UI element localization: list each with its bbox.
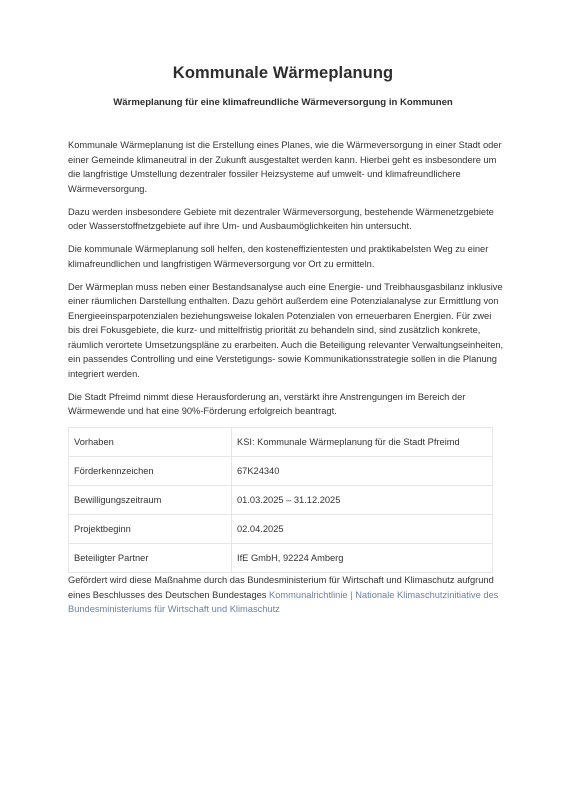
page-title: Kommunale Wärmeplanung [172,64,394,82]
paragraph-pfreimd: Die Stadt Pfreimd nimmt diese Herausforderung an, verstärkt ihre Anstrengungen im Bereich der Wärmewende und hat eine 90%-Förderung erfolgreich beantragt. [68,391,466,416]
page-subtitle: Wärmeplanung für eine klimafreundliche Wärmeversorgung in Kommunen [113,97,453,108]
paragraph-intro: Kommunale Wärmeplanung ist die Erstellung eines Planes, wie die Wärmeversorgung in einer Stadt oder einer Gemeinde klimaneutral in der Zukunft ausgestaltet werden kann. Hierbei geht es insbesondere um die langfristige Umstellung dezentraler fossiler Heizsysteme auf umwelt- und klimafreundlichere Wärmeversorgung. [68,140,502,194]
project-info-table [68,427,493,573]
table-key: Projektbeginn [69,515,232,544]
table-row [69,428,493,457]
funding-text: Gefördert wird diese Maßnahme durch das Bundesministerium für Wirtschaft und Klimaschutz aufgrund eines Beschlusses des Deutschen Bundestages [68,575,494,600]
table-row [69,486,493,515]
table-value: 01.03.2025 – 31.12.2025 [232,486,493,515]
link-nki[interactable]: Nationale Klimaschutzinitiative des Bundesministeriums für Wirtschaft und Klimaschutz [68,589,499,614]
document-body [68,138,504,625]
funding-note [68,573,504,617]
table-key: Vorhaben [69,428,232,457]
table-value: IfE GmbH, 92224 Amberg [232,544,493,573]
link-kommunalrichtlinie[interactable]: Kommunalrichtlinie [269,589,348,600]
paragraph-areas: Dazu werden insbesondere Gebiete mit dezentraler Wärmeversorgung, bestehende Wärmenetzgebiete oder Wasserstoffnetzgebiete auf ihre Um- und Ausbaumöglichkeiten hin untersucht. [68,206,494,231]
paragraph-purpose: Die kommunale Wärmeplanung soll helfen, den kosteneffizientesten und praktikabelsten Weg zu einer klimafreundlichen und langfristigen Wärmeversorgung vor Ort zu ermitteln. [68,244,489,269]
table-row [69,457,493,486]
paragraph-requirements: Der Wärmeplan muss neben einer Bestandsanalyse auch eine Energie- und Treibhausgasbilanz inklusive einer räumlichen Darstellung enthalten. Dazu gehört außerdem eine Potenzialanalyse zur Ermittlung von Energieeinsparpotenzialen beziehungsweise lokalen Potenzialen von erneuerbaren Energien. Für zwei bis drei Fokusgebiete, die kurz- und mittelfristig priorität zu behandeln sind, sind zusätzlich konkrete, räumlich verortete Umsetzungspläne zu erarbeiten. Auch die Beteiligung relevanter Verwaltungseinheiten, ein passendes Controlling und eine Verstetigungs- sowie Kommunikationsstrategie sollen in die Planung integriert werden. [68,281,504,379]
table-key: Beteiligter Partner [69,544,232,573]
table-row [69,544,493,573]
link-separator: | [347,589,356,600]
table-value: KSI: Kommunale Wärmeplanung für die Stadt Pfreimd [232,428,493,457]
table-row [69,515,493,544]
table-key: Förderkennzeichen [69,457,232,486]
table-value: 67K24340 [232,457,493,486]
table-key: Bewilligungszeitraum [69,486,232,515]
table-value: 02.04.2025 [232,515,493,544]
